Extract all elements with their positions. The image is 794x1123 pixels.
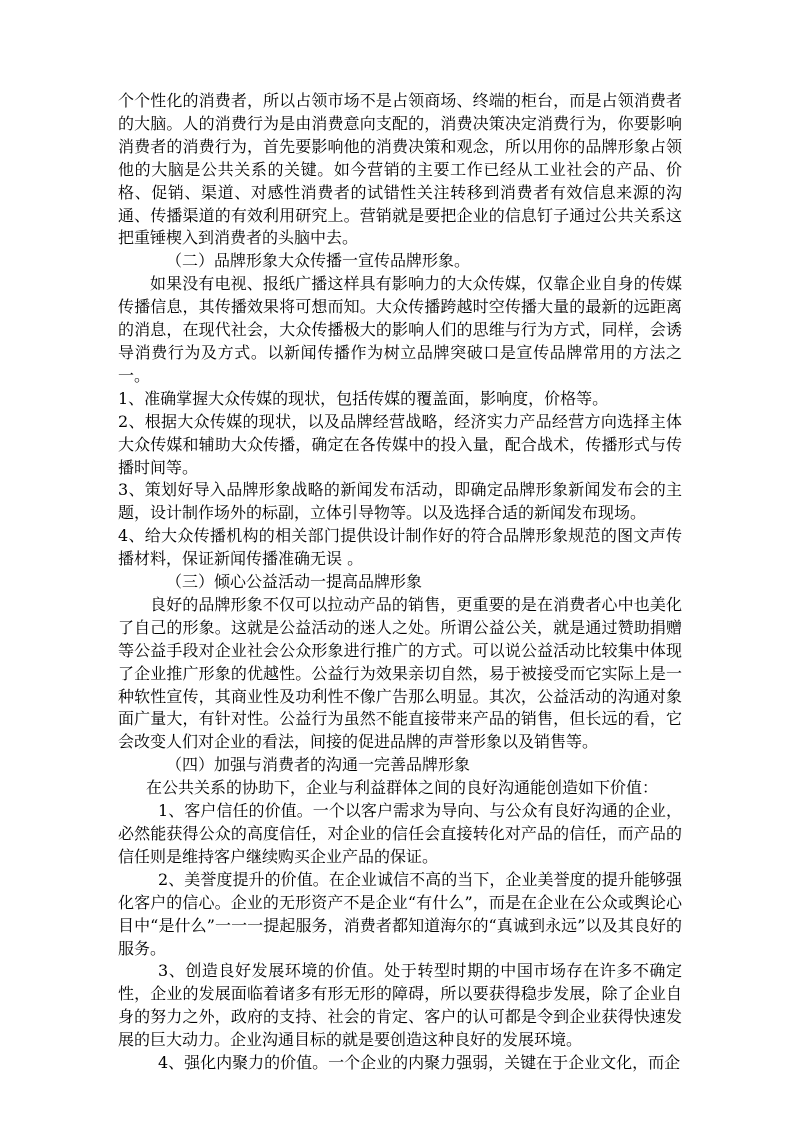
document-page [118,90,682,1075]
list-item-4: 4、给大众传播机构的相关部门提供设计制作好的符合品牌形象规范的图文声传播材料，保证新闻传播准确无误 。 [118,526,682,569]
list-item-2: 2、根据大众传媒的现状，以及品牌经营战略，经济实力产品经营方向选择主体大众传媒和辅助大众传播，确定在各传媒中的投入量，配合战术，传播形式与传播时间等。 [118,411,682,477]
paragraph-consumer-mind: 个个性化的消费者，所以占领市场不是占领商场、终端的柜台，而是占领消费者的大脑。人的消费行为是由消费意向支配的，消费决策决定消费行为，你要影响消费者的消费行为，首先要影响他的消费决策和观念，所以用你的品牌形象占领他的大脑是公共关系的关键。如今营销的主要工作已经从工业社会的产品、价格、促销、渠道、对感性消费者的试错性关注转移到消费者有效信息来源的沟通、传播渠道的有效利用研究上。营销就是要把企业的信息钉子通过公共关系这把重锤楔入到消费者的头脑中去。 [118,91,682,248]
heading-section-2: （二）品牌形象大众传播一宣传品牌形象。 [166,251,471,271]
list-item-3: 3、策划好导入品牌形象战略的新闻发布活动，即确定品牌形象新闻发布会的主题，设计制作场外的标副，立体引导物等。以及选择合适的新闻发布现场。 [118,480,682,523]
paragraph-pr-value-intro: 在公共关系的协助下，企业与利益群体之间的良好沟通能创造如下价值： [146,778,659,798]
list-item-1: 1、准确掌握大众传媒的现状，包括传媒的覆盖面，影响度，价格等。 [118,388,609,408]
heading-section-3: （三）倾心公益活动一提高品牌形象 [166,572,423,592]
heading-section-4: （四）加强与消费者的沟通一完善品牌形象 [166,755,471,775]
value-item-3: 3、创造良好发展环境的价值。处于转型时期的中国市场存在许多不确定性，企业的发展面临着诸多有形无形的障碍，所以要获得稳步发展，除了企业自身的努力之外，政府的支持、社会的肯定、客户的认可都是令到企业获得快速发展的巨大动力。企业沟通目标的就是要创造这种良好的发展环境。 [118,961,682,1050]
paragraph-mass-media: 如果没有电视、报纸广播这样具有影响力的大众传媒，仅靠企业自身的传媒传播信息，其传播效果将可想而知。大众传播跨越时空传播大量的最新的远距离的消息，在现代社会，大众传播极大的影响人们的思维与行为方式，同样，会诱导消费行为及方式。以新闻传播作为树立品牌突破口是宣传品牌常用的方法之一。 [118,274,682,385]
value-item-4: 4、强化内聚力的价值。一个企业的内聚力强弱，关键在于企业文化，而企 [158,1053,681,1073]
value-item-2: 2、美誉度提升的价值。在企业诚信不高的当下，企业美誉度的提升能够强化客户的信心。企业的无形资产不是企业“有什么”，而是在企业在公众或舆论心目中“是什么”一一一提起服务，消费者都知道海尔的“真诚到永远”以及其良好的服务。 [118,869,682,958]
paragraph-public-welfare: 良好的品牌形象不仅可以拉动产品的销售，更重要的是在消费者心中也美化了自己的形象。这就是公益活动的迷人之处。所谓公益公关，就是通过赞助捐赠等公益手段对企业社会公众形象进行推广的方式。可以说公益活动比较集中体现了企业推广形象的优越性。公益行为效果亲切自然，易于被接受而它实际上是一种软性宣传，其商业性及功利性不像广告那么明显。其次，公益活动的沟通对象面广量大，有针对性。公益行为虽然不能直接带来产品的销售，但长远的看，它会改变人们对企业的看法，间接的促进品牌的声誉形象以及销售等。 [118,594,682,752]
value-item-1: 1、客户信任的价值。一个以客户需求为导向、与公众有良好沟通的企业，必然能获得公众的高度信任，对企业的信任会直接转化对产品的信任，而产品的信任则是维持客户继续购买企业产品的保证。 [118,801,682,866]
